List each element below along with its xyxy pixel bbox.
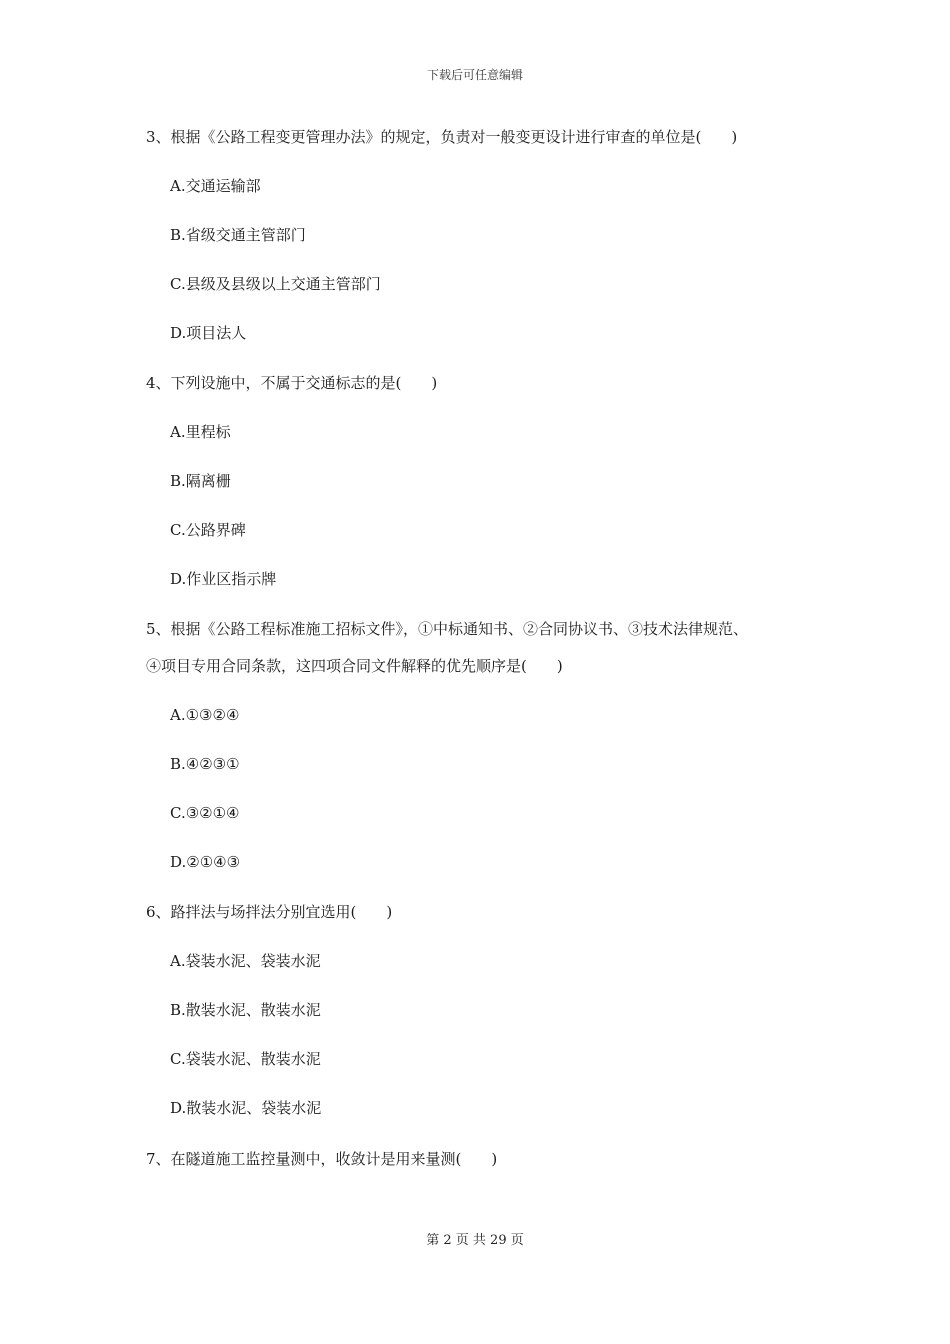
question-6-option-d: D.散装水泥、袋装水泥 bbox=[170, 1099, 322, 1117]
question-4-option-a: A.里程标 bbox=[170, 423, 231, 441]
question-4-text: 4、下列设施中，不属于交通标志的是( ) bbox=[146, 374, 438, 392]
question-3-option-a: A.交通运输部 bbox=[170, 177, 261, 195]
question-3-text: 3、根据《公路工程变更管理办法》的规定，负责对一般变更设计进行审查的单位是( ) bbox=[146, 128, 738, 146]
question-5-option-b: B.④②③① bbox=[170, 755, 240, 773]
question-6-option-c: C.袋装水泥、散装水泥 bbox=[170, 1050, 321, 1068]
question-5-option-c: C.③②①④ bbox=[170, 804, 240, 822]
question-4-option-c: C.公路界碑 bbox=[170, 521, 246, 539]
question-3-option-c: C.县级及县级以上交通主管部门 bbox=[170, 275, 381, 293]
question-4-option-d: D.作业区指示牌 bbox=[170, 570, 277, 588]
question-5-option-a: A.①③②④ bbox=[170, 706, 240, 724]
question-5-option-d: D.②①④③ bbox=[170, 853, 241, 871]
question-4-option-b: B.隔离栅 bbox=[170, 472, 231, 490]
page-header: 下载后可任意编辑 bbox=[426, 68, 523, 82]
page-footer: 第 2 页 共 29 页 bbox=[426, 1233, 524, 1248]
question-7-text: 7、在隧道施工监控量测中，收敛计是用来量测( ) bbox=[146, 1150, 498, 1168]
question-5-text-line-1: 5、根据《公路工程标准施工招标文件》，①中标通知书、②合同协议书、③技术法律规范、 bbox=[146, 620, 749, 638]
question-6-option-a: A.袋装水泥、袋装水泥 bbox=[170, 952, 321, 970]
question-5-text-line-2: ④项目专用合同条款，这四项合同文件解释的优先顺序是( ) bbox=[146, 657, 563, 675]
question-3-option-b: B.省级交通主管部门 bbox=[170, 226, 306, 244]
question-3-option-d: D.项目法人 bbox=[170, 324, 247, 342]
question-6-text: 6、路拌法与场拌法分别宜选用( ) bbox=[146, 903, 393, 921]
question-6-option-b: B.散装水泥、散装水泥 bbox=[170, 1001, 321, 1019]
